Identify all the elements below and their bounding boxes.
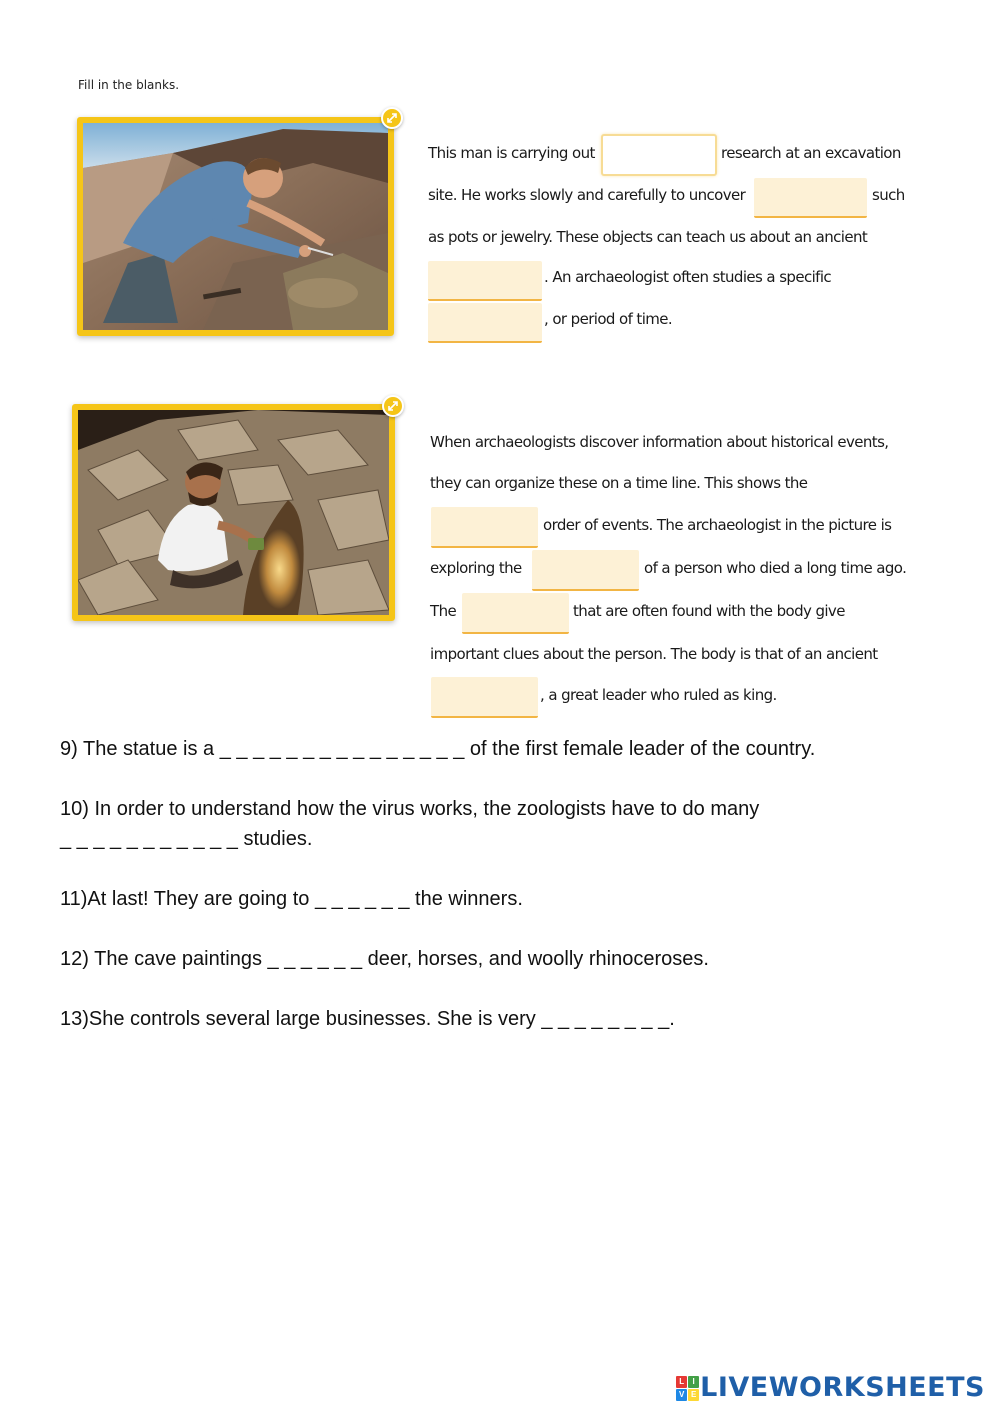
ex1-line-1-after: research at an excavation	[721, 144, 901, 162]
ex2-line-4-after: of a person who died a long time ago.	[644, 559, 907, 577]
ex2-line-1: When archaeologists discover information about historical events,	[430, 433, 889, 451]
question-10: 10) In order to understand how the virus works, the zoologists have to do many	[60, 798, 760, 820]
question-13: 13)She controls several large businesses. She is very _ _ _ _ _ _ _ _.	[60, 1008, 675, 1030]
ex2-line-5-after: that are often found with the body give	[573, 602, 845, 620]
expand-image-button-2[interactable]	[382, 395, 404, 417]
ex2-line-2: they can organize these on a time line. This shows the	[430, 474, 808, 492]
ex1-blank-3[interactable]	[428, 261, 542, 301]
ex2-line-5	[430, 601, 456, 621]
ex2-blank-4[interactable]	[431, 677, 538, 718]
ex2-blank-3[interactable]	[462, 593, 569, 634]
ex1-line-2	[428, 185, 745, 205]
ex1-line-2-after: such	[872, 186, 905, 204]
ex1-line-1-end	[721, 143, 901, 163]
archaeologist-photo-2	[72, 404, 395, 621]
ex1-line-5: , or period of time.	[544, 310, 673, 328]
expand-icon	[386, 112, 398, 124]
ex2-blank-2[interactable]	[532, 550, 639, 591]
ex1-line-1-text: This man is carrying out	[428, 144, 595, 162]
excavation-site-image	[83, 123, 388, 330]
ex1-line-2-end	[872, 185, 905, 205]
ex2-line-7: , a great leader who ruled as king.	[540, 686, 777, 704]
ex2-line-3: order of events. The archaeologist in the picture is	[543, 516, 892, 534]
question-9: 9) The statue is a _ _ _ _ _ _ _ _ _ _ _ _ _ _ _ of the first female leader of the country.	[60, 738, 816, 760]
tomb-exploration-image	[78, 410, 389, 615]
ex1-blank-4[interactable]	[428, 303, 542, 343]
question-12: 12) The cave paintings _ _ _ _ _ _ deer, horses, and woolly rhinoceroses.	[60, 948, 709, 970]
question-10-line-2: _ _ _ _ _ _ _ _ _ _ _ studies.	[60, 828, 313, 850]
ex2-line-5-text: The	[430, 602, 457, 620]
archaeologist-photo-1	[77, 117, 394, 336]
ex2-line-5-end	[573, 601, 845, 621]
logo-letter-e: E	[688, 1389, 699, 1401]
ex1-line-2-text: site. He works slowly and carefully to uncover	[428, 186, 746, 204]
question-11: 11)At last! They are going to _ _ _ _ _ _ the winners.	[60, 888, 523, 910]
ex2-line-4-end	[644, 558, 906, 578]
logo-mark-icon	[676, 1376, 698, 1400]
ex1-blank-1[interactable]	[601, 134, 717, 176]
ex1-blank-2[interactable]	[754, 178, 867, 218]
expand-image-button-1[interactable]	[381, 107, 403, 129]
instructions: Fill in the blanks.	[78, 78, 180, 92]
ex2-line-6: important clues about the person. The body is that of an ancient	[430, 645, 878, 663]
ex2-line-4-text: exploring the	[430, 559, 522, 577]
logo-letter-i: I	[688, 1376, 699, 1388]
ex2-line-4	[430, 558, 522, 578]
logo-letter-l: L	[676, 1376, 687, 1388]
logo-text: LIVEWORKSHEETS	[700, 1372, 985, 1403]
ex2-blank-1[interactable]	[431, 507, 538, 548]
ex1-line-3: as pots or jewelry. These objects can teach us about an ancient	[428, 228, 868, 246]
liveworksheets-logo[interactable]	[676, 1372, 985, 1403]
ex1-line-4: . An archaeologist often studies a specific	[544, 268, 832, 286]
ex1-line-1	[428, 143, 595, 163]
expand-icon	[387, 400, 399, 412]
logo-letter-v: V	[676, 1389, 687, 1401]
